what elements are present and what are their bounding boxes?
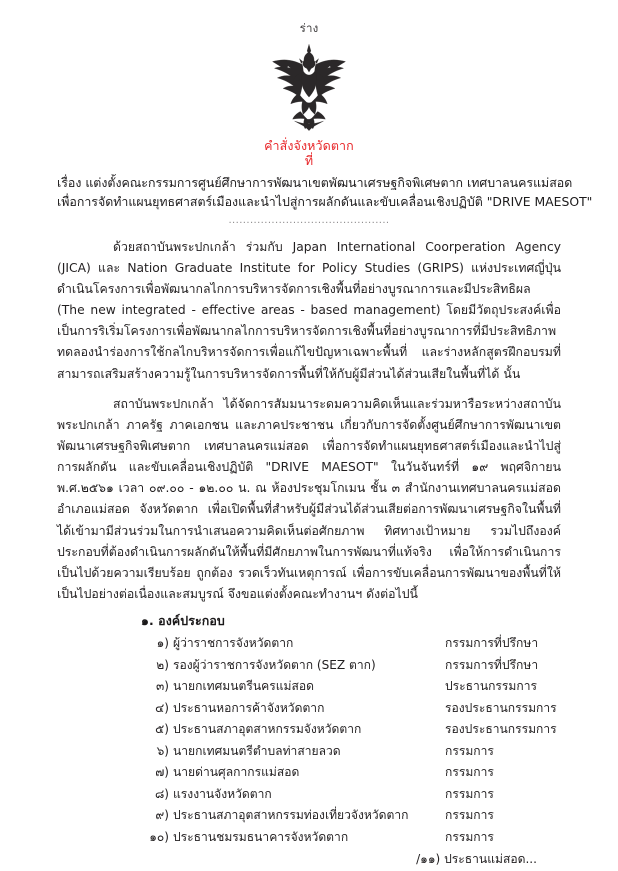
member-row — [147, 698, 561, 720]
subject-block — [57, 173, 593, 211]
member-name: ประธานชมรมธนาคารจังหวัดตาก — [173, 829, 349, 844]
member-row — [147, 741, 561, 763]
member-number: ๓) — [156, 679, 169, 694]
body-block — [57, 237, 561, 605]
member-role: กรรมการ — [445, 765, 494, 780]
paragraph-1-text: ด้วยสถาบันพระปกเกล้า ร่วมกับ Japan International Coorperation Agency (JICA) และ Nation Graduate Institute for Policy Studies (GRIPS) แห่งประเทศญี่ปุ่น ดำเนินโครงการเพื่อพัฒนากลไกการบริหารจัดการเชิงพื้นที่อย่างบูรณาการและมีประสิทธิผล (The new integrated - effective areas - based management) โดยมีวัตถุประสงค์เพื่อเป็นการริเริ่มโครงการเพื่อพัฒนากลไกการบริหารจัดการเชิงพื้นที่อย่างบูรณาการที่มีประสิทธิภาพ ทดลองนำร่องการใช้กลไกบริหารจัดการเพื่อแก้ไขปัญหาเฉพาะพื้นที่ และร่างหลักสูตรฝึกอบรมที่สามารถเสริมสร้างความรู้ในการบริหารจัดการพื้นที่ให้กับผู้มีส่วนได้ส่วนเสียในพื้นที่ได้ นั้น — [57, 239, 561, 381]
member-number: ๕) — [155, 722, 169, 737]
paragraph-2-text: สถาบันพระปกเกล้า ได้จัดการสัมมนาระดมความคิดเห็นและร่วมหารือระหว่างสถาบันพระปกเกล้า ภาครัฐ ภาคเอกชน และภาคประชาชน เกี่ยวกับการจัดตั้งศูนย์ศึกษาการพัฒนาเขตพัฒนาเศรษฐกิจพิเศษตาก เทศบาลนครแม่สอด เพื่อการจัดทำแผนยุทธศาสตร์เมืองและนำไปสู่การผลักดัน และขับเคลื่อนเชิงปฏิบัติ "DRIVE MAESOT" ในวันจันทร์ที่ ๑๙ พฤศจิกายน พ.ศ.๒๕๖๑ เวลา ๐๙.๐๐ - ๑๒.๐๐ น. ณ ห้องประชุมโกเมน ชั้น ๓ สำนักงานเทศบาลนครแม่สอด อำเภอแม่สอด จังหวัดตาก เพื่อเปิดพื้นที่สำหรับผู้มีส่วนได้ส่วนเสียต่อการพัฒนาเศรษฐกิจในพื้นที่ ได้เข้ามามีส่วนร่วมในการนำเสนอความคิดเห็นต่อศักยภาพ ทิศทางเป้าหมาย รวมไปถึงองค์ประกอบที่ต้องดำเนินการผลักดันให้พื้นที่มีศักยภาพในการพัฒนาที่แท้จริง เพื่อให้การดำเนินการเป็นไปด้วยความเรียบร้อย ถูกต้อง รวดเร็วทันเหตุการณ์ เพื่อการขับเคลื่อนการพัฒนาของพื้นที่ให้เป็นไปอย่างต่อเนื่องและสมบูรณ์ จึงขอแต่งตั้งคณะทำงานฯ ดังต่อไปนี้ — [57, 396, 561, 601]
paragraph-1 — [57, 237, 561, 385]
member-role: กรรมการ — [445, 786, 494, 801]
member-row — [147, 805, 561, 827]
member-name: นายกเทศมนตรีตำบลท่าสายลวด — [173, 743, 341, 758]
member-role: รองประธานกรรมการ — [445, 700, 557, 715]
member-number: ๔) — [155, 700, 169, 715]
member-row — [147, 762, 561, 784]
member-role: กรรมการ — [445, 743, 494, 758]
member-row — [147, 633, 561, 655]
subject-line-1: เรื่อง แต่งตั้งคณะกรรมการศูนย์ศึกษาการพัฒนาเขตพัฒนาเศรษฐกิจพิเศษตาก เทศบาลนครแม่สอด — [57, 175, 573, 191]
subject-line-2: เพื่อการจัดทำแผนยุทธศาสตร์เมืองและนำไปสู่การผลักดันและขับเคลื่อนเชิงปฏิบัติ "DRIVE MAESOT" — [57, 194, 593, 210]
paragraph-2 — [57, 394, 561, 605]
member-number: ๑) — [156, 636, 169, 651]
member-row — [147, 827, 561, 849]
member-row — [147, 719, 561, 741]
member-number: ๘) — [154, 786, 169, 801]
member-number: ๖) — [156, 743, 169, 758]
member-number: ๙) — [155, 808, 169, 823]
member-role: ประธานกรรมการ — [445, 679, 538, 694]
member-role: รองประธานกรรมการ — [445, 722, 557, 737]
committee-member-list — [57, 633, 561, 848]
member-role: กรรมการ — [445, 808, 494, 823]
draft-mark: ร่าง — [299, 21, 319, 35]
member-number: ๑๐) — [149, 829, 169, 844]
garuda-emblem — [261, 39, 357, 136]
member-row — [147, 655, 561, 677]
order-heading — [57, 138, 561, 169]
member-row — [147, 784, 561, 806]
member-name: ประธานสภาอุตสาหกรรมท่องเที่ยวจังหวัดตาก — [173, 808, 409, 823]
member-role: กรรมการที่ปรึกษา — [445, 636, 539, 651]
member-name: ผู้ว่าราชการจังหวัดตาก — [173, 636, 294, 651]
member-name: รองผู้ว่าราชการจังหวัดตาก (SEZ ตาก) — [173, 657, 376, 672]
member-row — [147, 676, 561, 698]
member-number: ๗) — [155, 765, 169, 780]
emblem-container — [57, 39, 561, 136]
member-name: ประธานหอการค้าจังหวัดตาก — [173, 700, 325, 715]
member-name: ประธานสภาอุตสาหกรรมจังหวัดตาก — [173, 722, 362, 737]
member-name: แรงงานจังหวัดตาก — [173, 786, 272, 801]
order-title: คำสั่งจังหวัดตาก — [264, 137, 354, 153]
separator-dots: ............................................. — [228, 214, 390, 226]
page-continuation-note: /๑๑) ประธานแม่สอด... — [416, 852, 537, 867]
order-number-label: ที่ — [304, 153, 314, 169]
member-name: นายกเทศมนตรีนครแม่สอด — [173, 679, 314, 694]
member-number: ๒) — [156, 657, 169, 672]
member-role: กรรมการ — [445, 829, 494, 844]
section-heading-composition: ๑. องค์ประกอบ — [141, 613, 225, 629]
member-role: กรรมการที่ปรึกษา — [445, 657, 539, 672]
member-name: นายด่านศุลกากรแม่สอด — [173, 765, 300, 780]
